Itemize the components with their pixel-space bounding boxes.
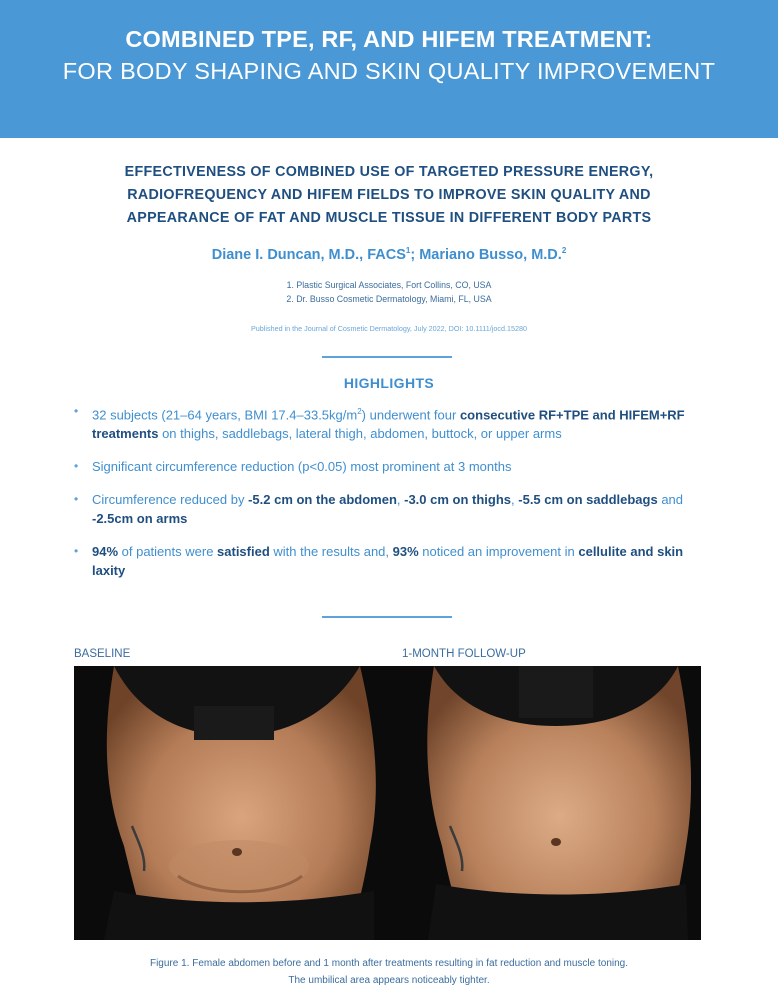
caption-line-2: The umbilical area appears noticeably tighter. bbox=[288, 975, 490, 986]
divider-top bbox=[322, 356, 452, 358]
author-2-affiliation: 2 bbox=[561, 246, 567, 255]
author-1-affiliation: 1 bbox=[405, 246, 411, 255]
highlight-item: • 32 subjects (21–64 years, BMI $17.4-33.5kg/m^2$) underwent four consecutive RF+TPE and HIFEM+RF treatments on thighs, saddlebags, lateral thigh, abdomen, buttock, or upper arms bbox=[74, 402, 704, 443]
title-banner bbox=[0, 0, 778, 138]
highlights-title: HIGHLIGHTS bbox=[343, 375, 435, 391]
highlight-item: • Significant circumference reduction (p<0.05) most prominent at 3 months bbox=[74, 457, 704, 476]
banner-subtitle: FOR BODY SHAPING AND SKIN QUALITY IMPROVEMENT bbox=[62, 58, 716, 84]
divider-bottom bbox=[322, 616, 452, 618]
author-1: Diane I. Duncan, M.D., FACS bbox=[211, 246, 406, 263]
affiliation-1: 1. Plastic Surgical Associates, Fort Collins, CO, USA bbox=[286, 280, 492, 290]
authors bbox=[0, 246, 778, 263]
highlight-item: • 94% of patients were satisfied with the results and, 93% noticed an improvement in cellulite and skin laxity bbox=[74, 542, 704, 580]
highlights-list bbox=[74, 402, 704, 594]
figure-caption bbox=[60, 955, 718, 989]
followup-label: 1-MONTH FOLLOW-UP bbox=[402, 648, 526, 660]
highlight-item: • Circumference reduced by -5.2 cm on the abdomen, -3.0 cm on thighs, -5.5 cm on saddlebags and -2.5cm on arms bbox=[74, 490, 704, 528]
article-title: EFFECTIVENESS OF COMBINED USE OF TARGETED PRESSURE ENERGY, RADIOFREQUENCY AND HIFEM FIELDS TO IMPROVE SKIN QUALITY AND APPEARANCE OF FAT AND MUSCLE TISSUE IN DIFFERENT BODY PARTS bbox=[124, 164, 654, 226]
banner-title: COMBINED TPE, RF, AND HIFEM TREATMENT: bbox=[125, 26, 653, 52]
author-separator: ; bbox=[410, 246, 420, 263]
before-after-photo bbox=[74, 666, 701, 940]
before-after-illustration bbox=[74, 666, 701, 940]
affiliation-2: 2. Dr. Busso Cosmetic Dermatology, Miami, FL, USA bbox=[286, 294, 492, 304]
baseline-label: BASELINE bbox=[74, 648, 131, 660]
caption-line-1: Figure 1. Female abdomen before and 1 month after treatments resulting in fat reduction and muscle toning. bbox=[149, 958, 629, 969]
publication-note: Published in the Journal of Cosmetic Dermatology, July 2022, DOI: 10.1111/jocd.15280 bbox=[251, 324, 527, 333]
author-2: Mariano Busso, M.D. bbox=[419, 246, 562, 263]
